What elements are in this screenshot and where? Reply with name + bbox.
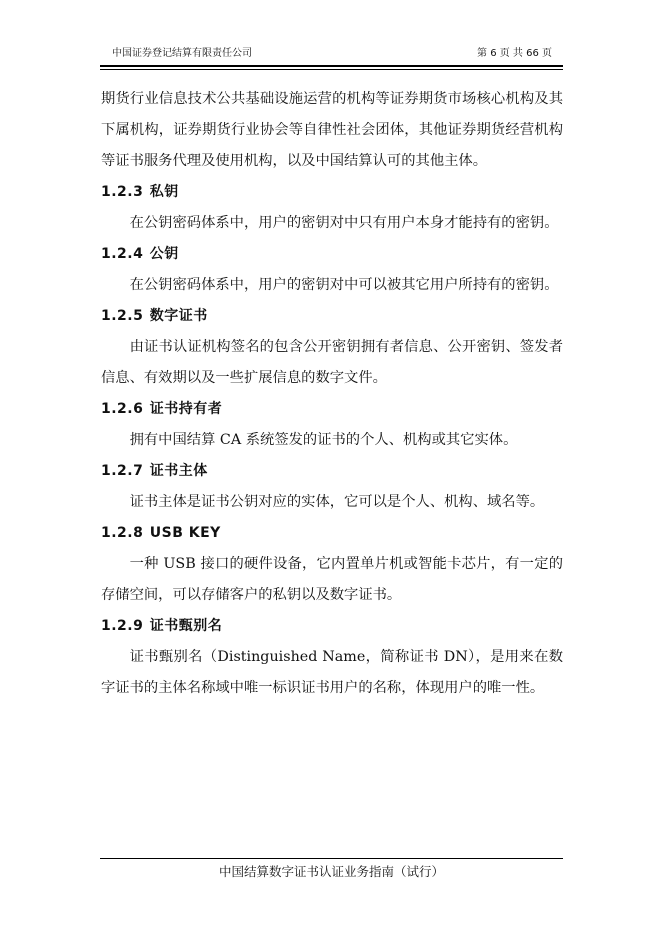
section-text-private-key: 在公钥密码体系中，用户的密钥对中只有用户本身才能持有的密钥。 — [129, 215, 559, 231]
header-page-number: 第 6 页 共 66 页 — [477, 48, 552, 59]
section-number: 1.2.3 — [101, 184, 144, 200]
section-heading-certificate-subject — [101, 456, 563, 487]
section-title: 证书主体 — [149, 463, 208, 479]
section-heading-public-key — [101, 239, 563, 270]
page-header — [100, 44, 562, 66]
section-text-certificate-holder: 拥有中国结算 CA 系统签发的证书的个人、机构或其它实体。 — [129, 432, 518, 448]
section-number: 1.2.4 — [101, 246, 144, 262]
intro-paragraph: 期货行业信息技术公共基础设施运营的机构等证券期货市场核心机构及其下属机构，证券期货行业协会等自律性社会团体，其他证券期货经营机构等证书服务代理及使用机构，以及中国结算认可的其他主体。 — [101, 91, 563, 169]
section-number: 1.2.9 — [101, 618, 144, 634]
section-text-usb-key: 一种 USB 接口的硬件设备，它内置单片机或智能卡芯片，有一定的存储空间，可以存储客户的私钥以及数字证书。 — [101, 556, 563, 603]
section-heading-usb-key — [101, 518, 563, 549]
section-number: 1.2.8 — [101, 525, 144, 541]
header-divider-thin — [100, 69, 563, 70]
section-heading-private-key — [101, 177, 563, 208]
section-title: 公钥 — [149, 246, 179, 262]
section-title: USB KEY — [149, 525, 221, 541]
section-text-certificate-subject: 证书主体是证书公钥对应的实体，它可以是个人、机构、域名等。 — [129, 494, 545, 510]
section-text-digital-certificate: 由证书认证机构签名的包含公开密钥拥有者信息、公开密钥、签发者信息、有效期以及一些扩展信息的数字文件。 — [101, 339, 563, 386]
section-heading-digital-certificate — [101, 301, 563, 332]
section-title: 私钥 — [149, 184, 179, 200]
section-text-public-key: 在公钥密码体系中，用户的密钥对中可以被其它用户所持有的密钥。 — [129, 277, 559, 293]
page-footer: 中国结算数字证书认证业务指南（试行） — [218, 864, 444, 879]
section-text-distinguished-name: 证书甄别名（Distinguished Name，简称证书 DN），是用来在数字证书的主体名称域中唯一标识证书用户的名称，体现用户的唯一性。 — [101, 649, 563, 696]
header-divider-thick — [100, 65, 563, 67]
section-heading-distinguished-name — [101, 611, 563, 642]
header-company-name: 中国证券登记结算有限责任公司 — [112, 48, 252, 59]
section-title: 证书持有者 — [149, 401, 223, 417]
section-title: 数字证书 — [149, 308, 208, 324]
section-number: 1.2.6 — [101, 401, 144, 417]
footer-divider — [100, 858, 563, 859]
section-title: 证书甄别名 — [149, 618, 223, 634]
page-body — [101, 84, 563, 704]
section-heading-certificate-holder — [101, 394, 563, 425]
section-number: 1.2.5 — [101, 308, 144, 324]
section-number: 1.2.7 — [101, 463, 144, 479]
